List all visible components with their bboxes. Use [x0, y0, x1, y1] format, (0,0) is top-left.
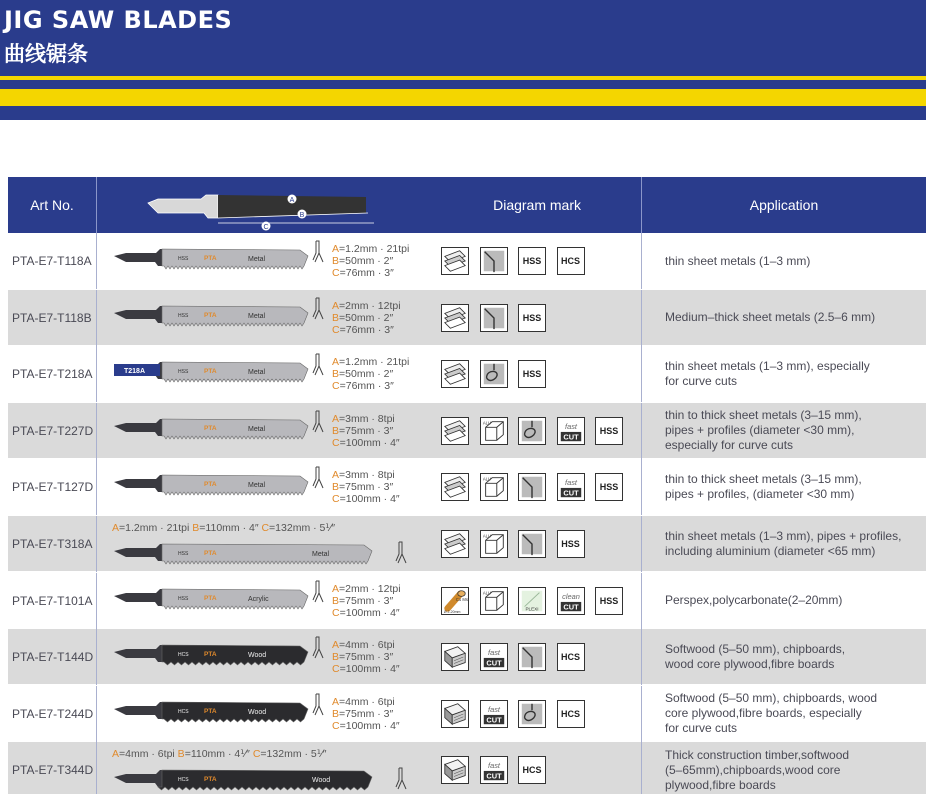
blade-shank [114, 419, 162, 436]
column-divider [96, 346, 97, 402]
application-text: thin sheet metals (1–3 mm), especially for curve cuts [665, 359, 870, 389]
column-header-application: Application [749, 197, 819, 213]
blade-body [162, 475, 308, 495]
hcs-material-badge: HCS [557, 247, 585, 275]
blade-marking-text: HSS [178, 312, 189, 319]
table-row [8, 233, 926, 289]
blade-brand-text: PTA [204, 255, 217, 262]
blade-illustration [112, 699, 312, 725]
blade-specs: A=4mm · 6tpi B=75mm · 3″ C=100mm · 4″ [332, 695, 400, 732]
hcs-material-badge: HCS [557, 643, 585, 671]
blade-dim-label-b: B [299, 212, 305, 219]
blade-profile-icon [310, 240, 326, 264]
blade-material-text: Metal [312, 551, 330, 558]
hcs-material-badge: HCS [518, 756, 546, 784]
svg-text:ALU: ALU [482, 420, 491, 426]
column-divider [641, 742, 642, 794]
blade-illustration [112, 586, 312, 612]
hcs-material-badge: HCS [557, 700, 585, 728]
blade-marking-text: HSS [178, 595, 189, 602]
svg-text:CUT: CUT [485, 771, 502, 781]
application-text: Perspex,polycarbonate(2–20mm) [665, 593, 843, 608]
blade-specs: A=2mm · 12tpi B=50mm · 2″ C=76mm · 3″ [332, 299, 401, 336]
table-row [8, 742, 926, 794]
application-text: thin sheet metals (1–3 mm), pipes + profiles, including aluminium (diameter <65 mm) [665, 529, 902, 558]
column-divider [96, 686, 97, 742]
blade-brand-text: PTA [204, 776, 217, 784]
straight-cut-icon [518, 643, 546, 671]
blade-profile-icon [310, 410, 326, 434]
curve-cut-icon [518, 417, 546, 445]
fast-cut-icon [480, 756, 508, 784]
svg-text:ALU: ALU [482, 590, 491, 596]
sheet-metal-icon [441, 473, 469, 501]
yellow-stripe-thick [0, 89, 926, 106]
application-text: thin to thick sheet metals (3–15 mm), pipes + profiles, (diameter <30 mm) [665, 472, 862, 502]
blade-shank [114, 770, 162, 787]
blade-marking-text: HSS [178, 369, 189, 376]
blade-body [162, 419, 308, 439]
svg-text:Ø 2-20mm: Ø 2-20mm [443, 609, 461, 614]
blade-profile-icon [310, 580, 326, 604]
column-header-art-no: Art No. [30, 197, 74, 213]
application-text: thin sheet metals (1–3 mm) [665, 253, 811, 268]
application-text: thin to thick sheet metals (3–15 mm), pipes + profiles (diameter <30 mm), especially for curve cuts [665, 408, 862, 453]
column-divider [641, 459, 642, 515]
table-row [8, 403, 926, 459]
svg-text:fast: fast [564, 421, 577, 431]
column-divider [641, 403, 642, 459]
blade-illustration [112, 359, 312, 385]
article-number: PTA-E7-T118B [12, 310, 92, 325]
blade-shank [114, 249, 162, 266]
blade-profile-icon [310, 297, 326, 321]
svg-text:fast: fast [564, 478, 577, 488]
table-row [8, 629, 926, 685]
table-row [8, 346, 926, 402]
article-number: PTA-E7-T318A [12, 537, 93, 551]
blade-material-text: Wood [312, 777, 331, 785]
fast-cut-icon [480, 643, 508, 671]
sheet-metal-icon [441, 360, 469, 388]
blade-profile-icon [310, 466, 326, 490]
column-divider [96, 403, 97, 459]
svg-text:fast: fast [487, 648, 500, 658]
blade-profile-icon [310, 636, 326, 660]
svg-text:ALU: ALU [482, 476, 491, 482]
blade-illustration [112, 767, 374, 793]
article-number: PTA-E7-T218A [12, 367, 93, 382]
hss-material-badge: HSS [595, 473, 623, 501]
straight-cut-icon [480, 247, 508, 275]
plexi-icon [518, 587, 546, 615]
application-text: Softwood (5–50 mm), chipboards, wood core plywood,fibre boards [665, 642, 846, 672]
blade-illustration [112, 541, 374, 567]
svg-text:CUT: CUT [562, 601, 579, 611]
blade-brand-text: PTA [204, 368, 217, 376]
blade-illustration [112, 303, 312, 329]
svg-text:ALU: ALU [482, 533, 491, 539]
blade-specs: A=4mm · 6tpi B=75mm · 3″ C=100mm · 4″ [332, 639, 400, 676]
column-divider [641, 346, 642, 402]
column-divider [96, 290, 97, 346]
article-number: PTA-E7-T118A [12, 254, 92, 268]
table-row [8, 459, 926, 515]
sheet-metal-icon [441, 304, 469, 332]
blade-shank [114, 645, 162, 662]
column-divider [641, 573, 642, 629]
blade-illustration [112, 472, 312, 498]
article-number: PTA-E7-T144D [12, 650, 94, 665]
blade-profile-icon [393, 541, 409, 565]
blade-tag-text: T218A [124, 368, 146, 376]
hss-material-badge: HSS [557, 530, 585, 558]
table-header [8, 177, 926, 233]
hss-material-badge: HSS [518, 247, 546, 275]
application-text: Softwood (5–50 mm), chipboards, wood core plywood,fibre boards, especially for curve cuts [665, 691, 878, 736]
svg-text:CUT: CUT [562, 432, 579, 442]
column-divider [96, 573, 97, 629]
blade-dim-label-c: C [263, 224, 269, 231]
application-text: Medium–thick sheet metals (2.5–6 mm) [665, 310, 876, 325]
blade-specs: A=4mm · 6tpi B=110mm · 4⅟″ C=132mm · 5⅟″ [112, 748, 327, 761]
column-divider [641, 516, 642, 572]
blade-illustration [112, 642, 312, 668]
blade-specs: A=3mm · 8tpi B=75mm · 3″ C=100mm · 4″ [332, 412, 400, 449]
blade-body [162, 544, 372, 564]
blade-material-text: Metal [248, 312, 266, 320]
blade-material-text: Metal [248, 425, 266, 433]
table-row [8, 686, 926, 742]
table-row [8, 290, 926, 346]
column-divider [96, 742, 97, 794]
header-banner [0, 0, 926, 120]
blade-profile-icon [310, 353, 326, 377]
sheet-metal-icon [441, 417, 469, 445]
blade-shank [114, 475, 162, 492]
blade-brand-text: PTA [204, 594, 217, 602]
blade-specs: A=1.2mm · 21tpi B=110mm · 4″ C=132mm · 5⅟″ [112, 522, 336, 534]
column-divider [96, 233, 97, 289]
svg-text:fast: fast [487, 761, 500, 771]
sheet-metal-icon [441, 530, 469, 558]
blade-illustration [112, 416, 312, 442]
article-number: PTA-E7-T227D [12, 423, 94, 438]
blade-brand-text: PTA [204, 651, 217, 659]
table-row [8, 573, 926, 629]
svg-text:PLEXI: PLEXI [525, 605, 539, 611]
blade-shank [114, 544, 162, 561]
straight-cut-icon [480, 304, 508, 332]
blade-shank [114, 306, 162, 323]
column-divider [641, 290, 642, 346]
column-header-diagram: Diagram mark [493, 197, 581, 213]
fast-cut-icon [557, 473, 585, 501]
svg-text:Cu Ms: Cu Ms [455, 596, 468, 602]
article-number: PTA-E7-T101A [12, 593, 93, 608]
fast-cut-icon [557, 417, 585, 445]
hss-material-badge: HSS [518, 304, 546, 332]
column-divider [641, 686, 642, 742]
blade-brand-text: PTA [204, 424, 217, 432]
column-divider [96, 459, 97, 515]
blade-specs: A=3mm · 8tpi B=75mm · 3″ C=100mm · 4″ [332, 469, 400, 506]
column-divider [96, 629, 97, 685]
blade-illustration [112, 246, 312, 272]
blade-specs: A=1.2mm · 21tpi B=50mm · 2″ C=76mm · 3″ [332, 356, 410, 393]
aluminium-profile-icon [480, 473, 508, 501]
aluminium-profile-icon [480, 587, 508, 615]
wood-board-icon [441, 643, 469, 671]
blade-material-text: Metal [248, 369, 266, 377]
blade-specs: A=1.2mm · 21tpi B=50mm · 2″ C=76mm · 3″ [332, 243, 410, 279]
blade-brand-text: PTA [204, 707, 217, 715]
blade-specs: A=2mm · 12tpi B=75mm · 3″ C=100mm · 4″ [332, 582, 401, 619]
blade-material-text: Acrylic [248, 595, 269, 603]
aluminium-profile-icon [480, 530, 508, 558]
yellow-stripe-thin [0, 76, 926, 80]
blade-material-text: Wood [248, 652, 267, 660]
blade-material-text: Wood [248, 708, 267, 716]
blade-dim-label-a: A [289, 197, 295, 204]
svg-text:CUT: CUT [485, 658, 502, 668]
wood-board-icon [441, 756, 469, 784]
blade-brand-text: PTA [204, 481, 217, 489]
blade-brand-text: PTA [204, 550, 217, 557]
blade-marking-text: HCS [178, 652, 189, 659]
svg-text:fast: fast [487, 704, 500, 714]
wood-board-icon [441, 700, 469, 728]
column-divider [96, 516, 97, 572]
fast-cut-icon [480, 700, 508, 728]
page-title: JIG SAW BLADES [4, 6, 233, 34]
curve-cut-icon [480, 360, 508, 388]
blade-marking-text: HSS [178, 551, 189, 557]
blade-material-text: Metal [248, 482, 266, 490]
article-number: PTA-E7-T127D [12, 480, 94, 495]
svg-text:CUT: CUT [485, 715, 502, 725]
blade-marking-text: HSS [178, 256, 189, 262]
aluminium-profile-icon [480, 417, 508, 445]
column-divider [641, 233, 642, 289]
article-number: PTA-E7-T344D [12, 763, 94, 778]
blade-profile-icon [393, 767, 409, 791]
article-number: PTA-E7-T244D [12, 706, 94, 721]
straight-cut-icon [518, 473, 546, 501]
blade-body [158, 770, 372, 790]
blade-material-text: Metal [248, 256, 266, 263]
straight-cut-icon [518, 530, 546, 558]
blade-shank [114, 589, 162, 606]
hss-material-badge: HSS [518, 360, 546, 388]
pipe-icon [441, 587, 469, 615]
svg-text:CUT: CUT [562, 488, 579, 498]
curve-cut-icon [518, 700, 546, 728]
page-subtitle-chinese: 曲线锯条 [4, 42, 88, 66]
blade-shank [114, 702, 162, 719]
column-divider [641, 629, 642, 685]
blade-profile-icon [310, 693, 326, 717]
blade-marking-text: HCS [178, 708, 189, 715]
sheet-metal-icon [441, 247, 469, 275]
application-text: Thick construction timber,softwood (5–65mm),chipboards,wood core plywood,fibre boards [665, 747, 850, 792]
table-row [8, 516, 926, 572]
svg-text:clean: clean [561, 591, 580, 601]
header-blade-diagram [146, 185, 376, 233]
hss-material-badge: HSS [595, 417, 623, 445]
clean-cut-icon [557, 587, 585, 615]
blade-brand-text: PTA [204, 311, 217, 319]
hss-material-badge: HSS [595, 587, 623, 615]
blade-marking-text: HCS [178, 777, 189, 784]
